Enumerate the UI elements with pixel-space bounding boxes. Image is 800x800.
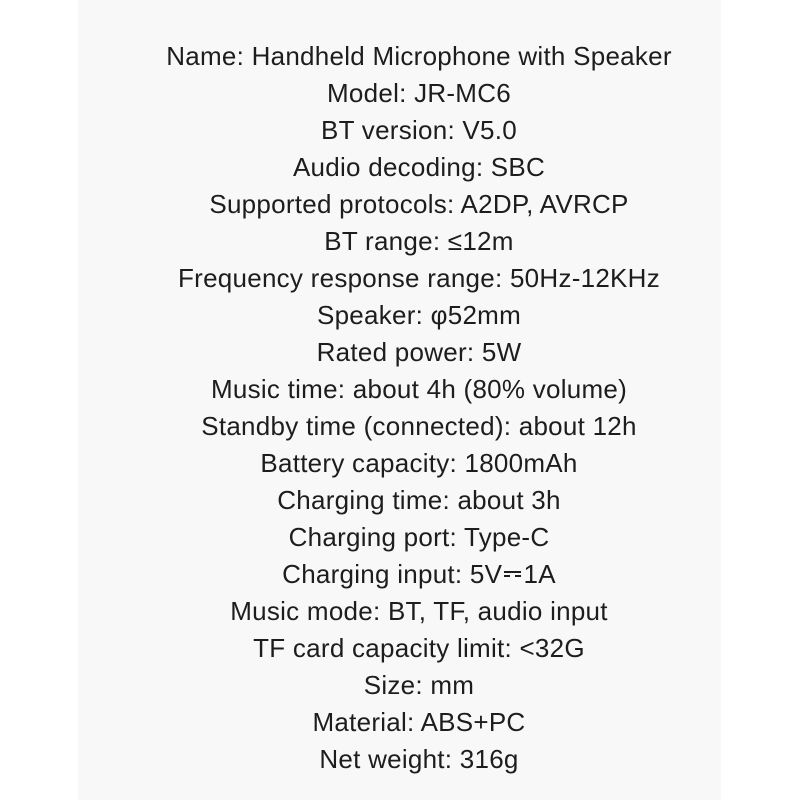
- spec-line: Model: JR-MC6: [327, 78, 511, 108]
- spec-line: Size: mm: [363, 670, 475, 700]
- spec-line: Speaker: φ52mm: [316, 300, 522, 330]
- spec-line: Charging time: about 3h: [277, 485, 561, 515]
- spec-line: Material: ABS+PC: [312, 707, 526, 737]
- spec-line: Name: Handheld Microphone with Speaker: [166, 41, 672, 71]
- spec-line: Frequency response range: 50Hz-12KHz: [178, 263, 660, 293]
- spec-line: Charging port: Type-C: [288, 522, 550, 552]
- spec-line: Battery capacity: 1800mAh: [260, 448, 578, 478]
- spec-line: Music mode: BT, TF, audio input: [230, 596, 608, 626]
- spec-line: BT version: V5.0: [321, 115, 517, 145]
- spec-line: Music time: about 4h (80% volume): [210, 374, 628, 404]
- spec-line: Standby time (connected): about 12h: [201, 411, 637, 441]
- spec-line: Supported protocols: A2DP, AVRCP: [209, 189, 629, 219]
- spec-line: Charging input: 5V 1A: [282, 559, 556, 589]
- spec-line: TF card capacity limit: <32G: [253, 633, 585, 663]
- spec-line: BT range: ≤12m: [324, 226, 514, 256]
- spec-list: [19, 38, 800, 778]
- spec-line: Audio decoding: SBC: [292, 152, 546, 182]
- spec-line: Net weight: 316g: [319, 744, 519, 774]
- dc-current-icon: [504, 571, 521, 573]
- spec-line: Rated power: 5W: [316, 337, 522, 367]
